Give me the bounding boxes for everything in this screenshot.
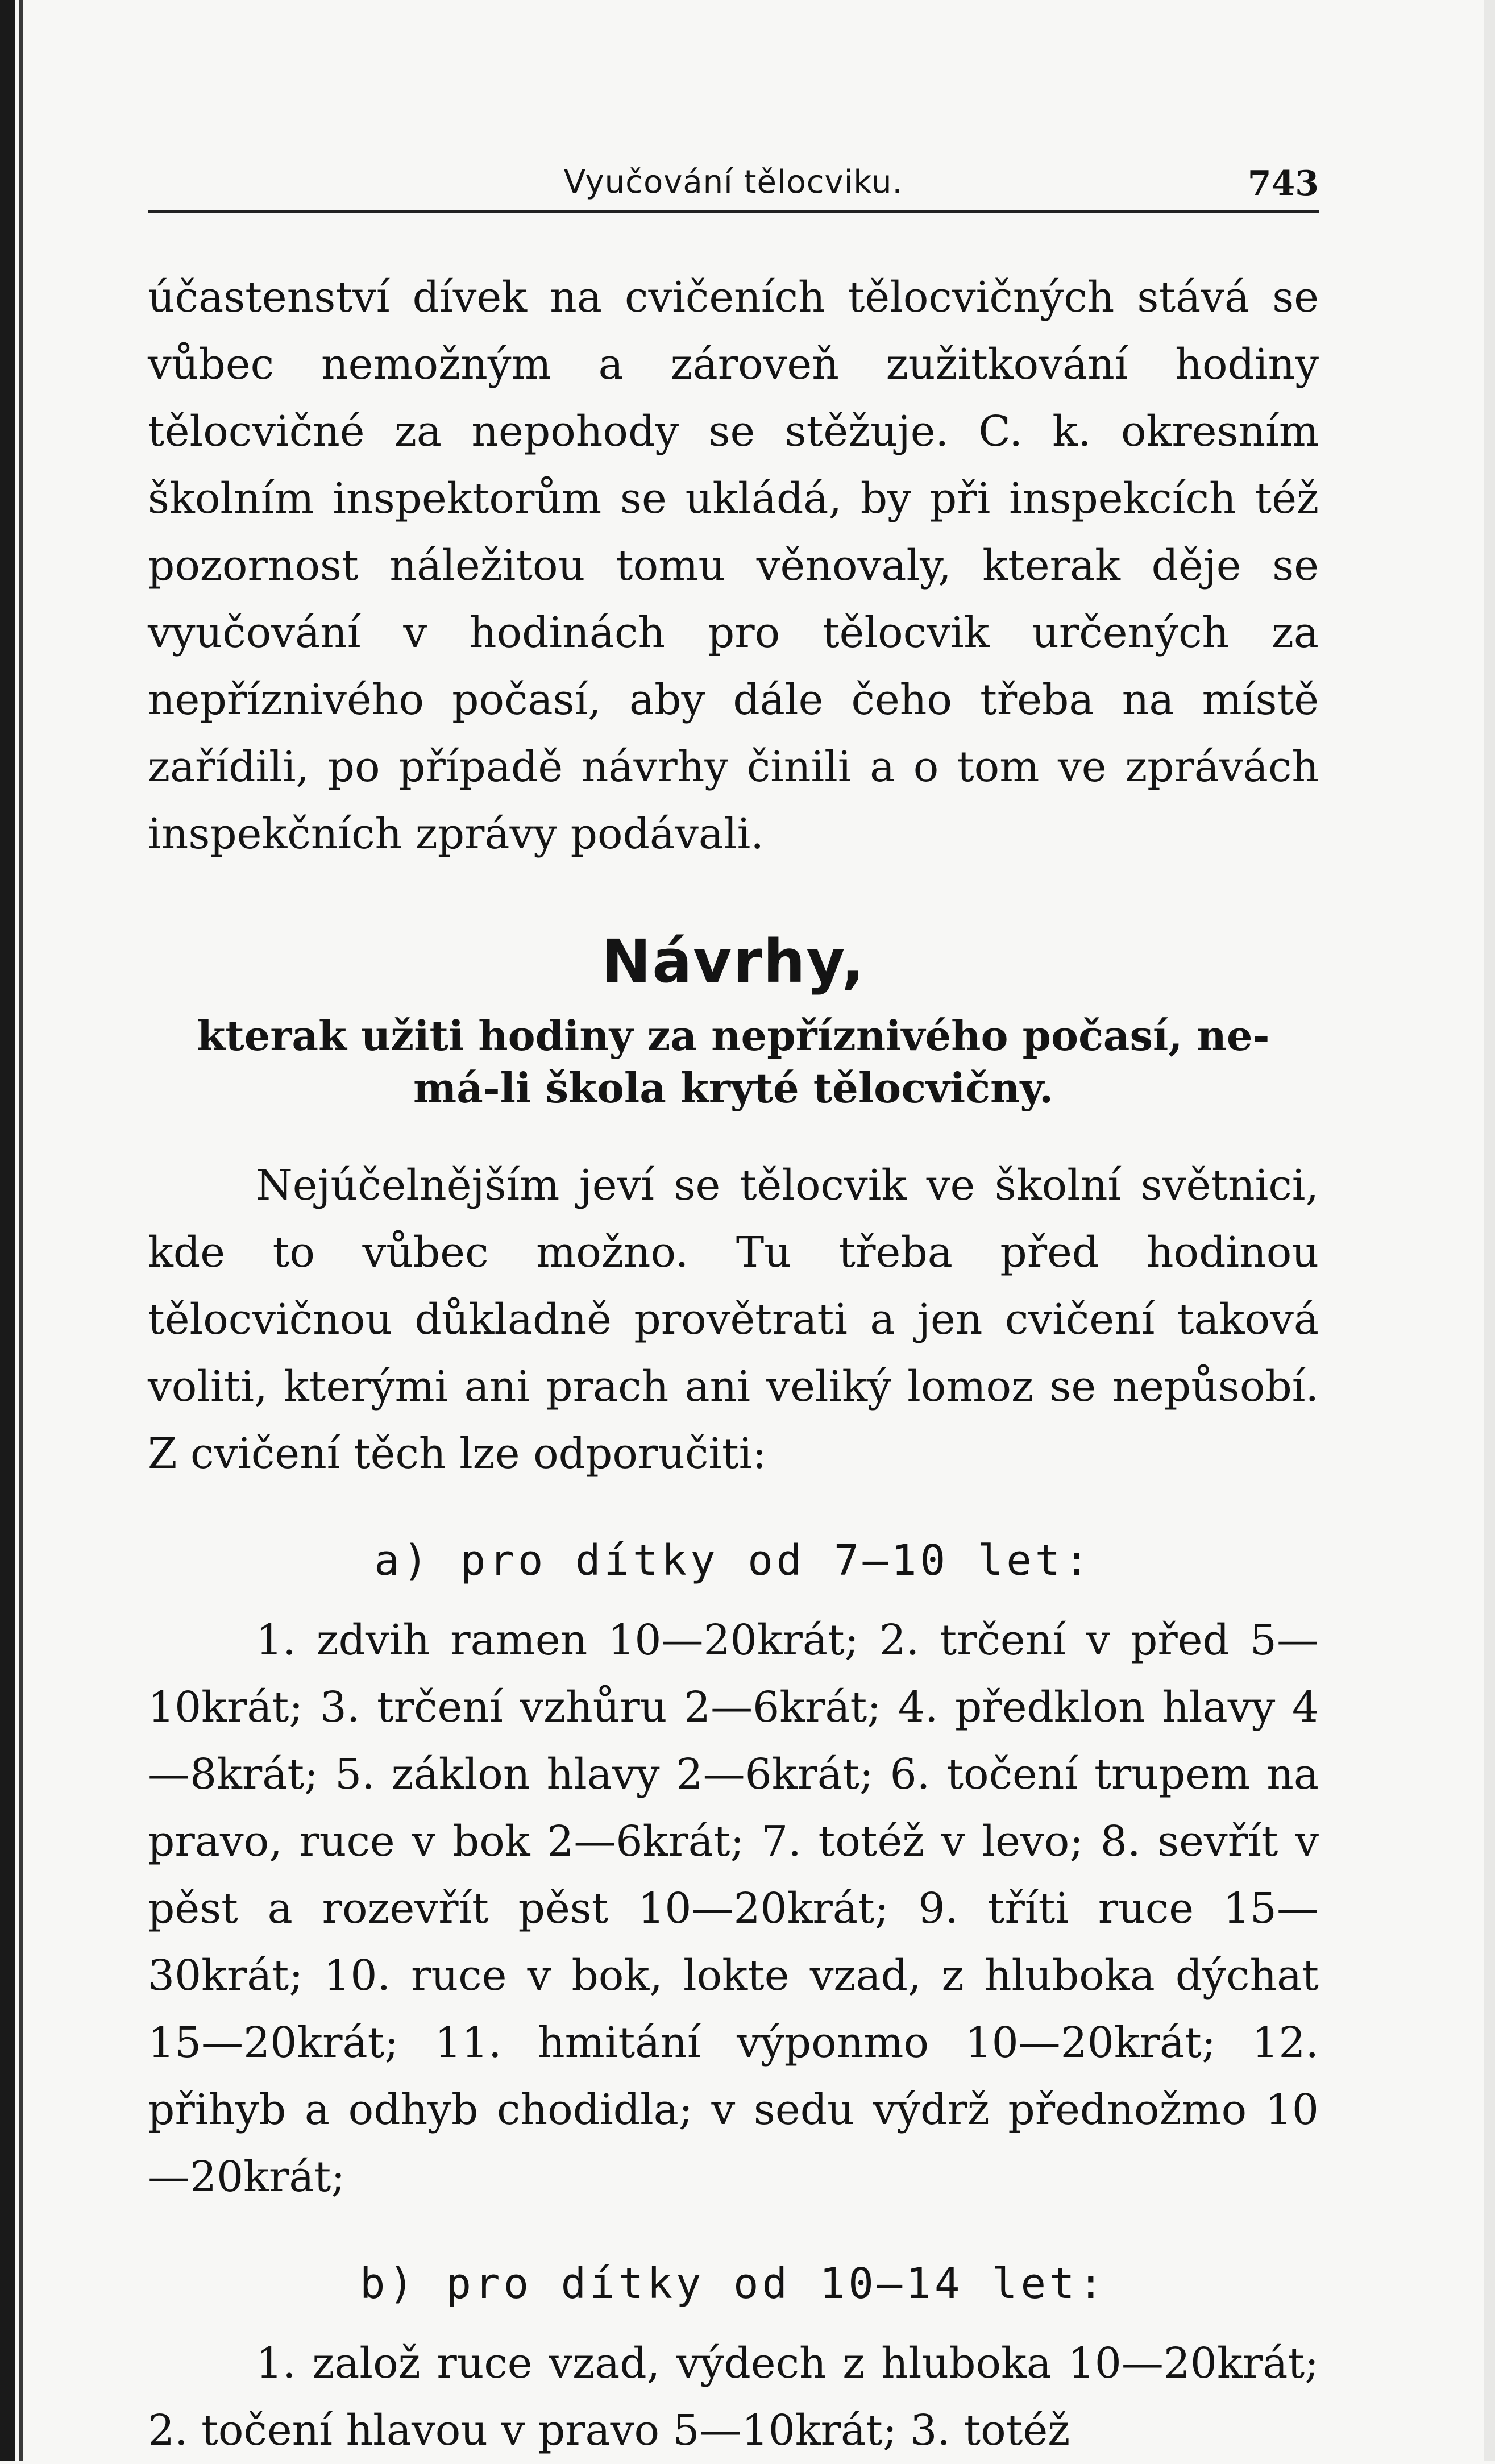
- section-heading: Návrhy,: [601, 927, 865, 996]
- section-b-title: b) pro dítky od 10—14 let:: [359, 2259, 1107, 2308]
- page-edge-left: [0, 0, 15, 2461]
- exercise-list-b: 1. založ ruce vzad, výdech z hluboka 10—20krát; 2. točení hlavou v pravo 5—10krát; 3. totéž: [148, 2339, 1319, 2455]
- running-head: Vyučování tělocviku.: [563, 164, 903, 201]
- page-edge-shadow: [19, 0, 23, 2461]
- paragraph-continued: účastenství dívek na cvičeních tělocvičných stává se vůbec nemožným a zároveň zužitkování hodiny tělocvičné za nepohody se stěžuje. C. k. okresním školním inspektorům se ukládá, by při inspekcích též pozornost náležitou tomu věnovaly, kterak děje se vyučování v hodinách pro tělocvik určených za nepříznivého počasí, aby dále čeho třeba na místě zařídili, po případě návrhy činili a o tom ve zprávách inspekčních zprávy podávali.: [148, 273, 1319, 858]
- section-a-title: a) pro dítky od 7—10 let:: [374, 1536, 1093, 1585]
- book-page: [148, 136, 1319, 2464]
- page-edge-right: [1484, 0, 1495, 2461]
- paragraph-intro: Nejúčelnějším jeví se tělocvik ve školní světnici, kde to vůbec možno. Tu třeba před hodinou tělocvičnou důkladně provětrati a jen cvičení taková voliti, kterými ani prach ani veliký lomoz se nepůsobí. Z cvičení těch lze odporučiti:: [148, 1161, 1319, 1478]
- page-header: [148, 136, 1319, 213]
- page-number: 743: [1247, 164, 1319, 204]
- subheading-line-2: má-li škola kryté tělocvičny.: [413, 1064, 1054, 1112]
- section-subheading: [148, 1010, 1319, 1114]
- exercise-list-a: 1. zdvih ramen 10—20krát; 2. trčení v před 5—10krát; 3. trčení vzhůru 2—6krát; 4. předklon hlavy 4—8krát; 5. záklon hlavy 2—6krát; 6. točení trupem na pravo, ruce v bok 2—6krát; 7. totéž v levo; 8. sevřít v pěst a rozevřít pěst 10—20krát; 9. tříti ruce 15—30krát; 10. ruce v bok, lokte vzad, z hluboka dýchat 15—20krát; 11. hmitání výponmo 10—20krát; 12. přihyb a odhyb chodidla; v sedu výdrž přednožmo 10—20krát;: [148, 1616, 1319, 2201]
- subheading-line-1: kterak užiti hodiny za nepříznivého počasí, ne-: [197, 1011, 1270, 1060]
